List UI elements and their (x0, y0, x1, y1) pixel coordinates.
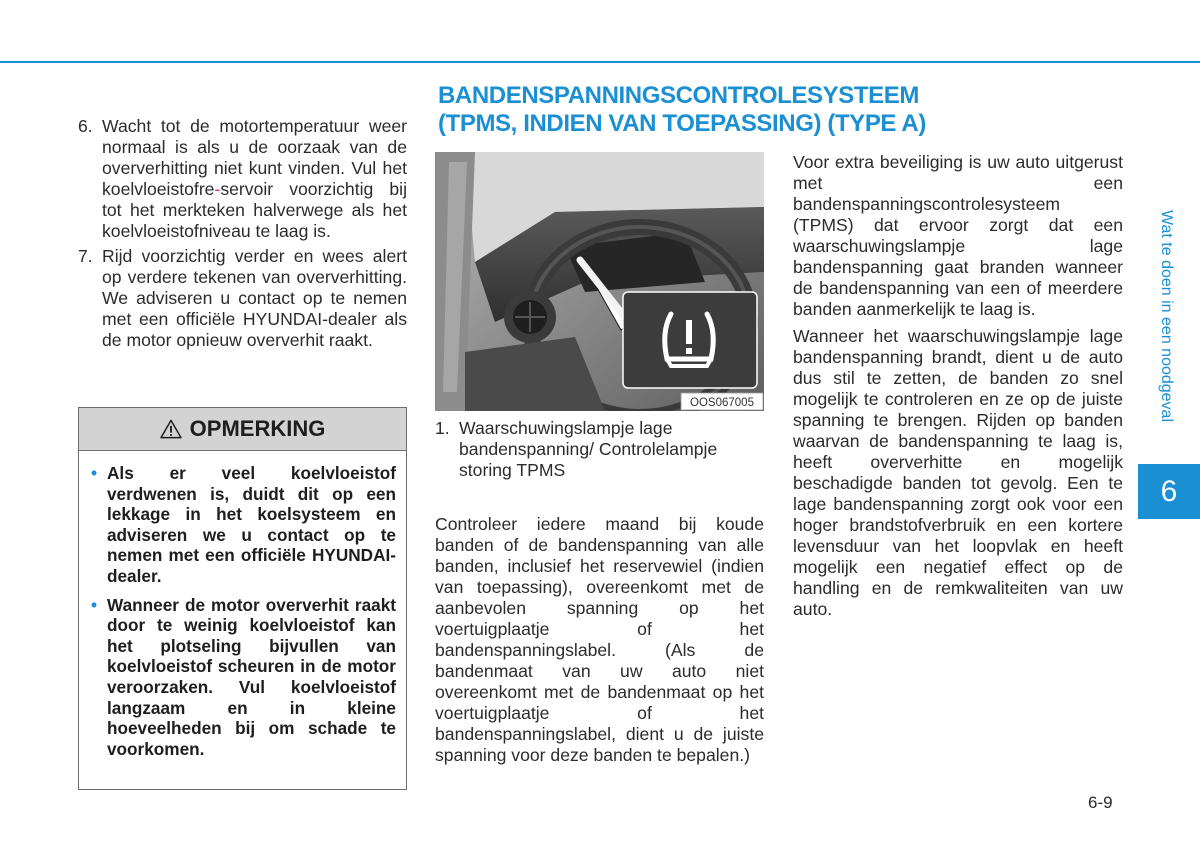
middle-paragraph: Controleer iedere maand bij koude banden of de bandenspanning van alle banden, inclusief het reservewiel (indien van toepassing), overeenkomt met de aanbevolen spanning op het voertuigplaatje of het bandenspanningslabel. (Als de bandenmaat van uw auto niet overeenkomt met de bandenmaat op het voertuigplaatje of het bandenspanningslabel, dient u de juiste spanning voor deze banden te bepalen.) (435, 514, 764, 765)
section-title-line: (TPMS, INDIEN VAN TOEPASSING) (TYPE A) (438, 110, 926, 137)
left-column (78, 116, 407, 355)
note-item (91, 463, 396, 587)
chapter-side-title: Wat te doen in een noodgeval (1158, 210, 1175, 423)
right-paragraph: Voor extra beveiliging is uw auto uitgerust met een bandenspanningscontrolesysteem (TPMS) dat ervoor zorgt dat een waarschuwingslampje lage bandenspanning gaat branden wanneer de bandenspanning van een of meerdere banden aanmerkelijk te laag is. (793, 152, 1123, 319)
step-7 (78, 246, 407, 351)
caption-text: Waarschuwingslampje lage bandenspanning/ Controlelampje storing TPMS (459, 418, 718, 480)
dashboard-photo (435, 152, 764, 411)
bullet: • (91, 594, 98, 615)
step-text: Rijd voorzichtig verder en wees alert op verdere tekenen van oververhitting. We adviseren u contact op te nemen met een officiële HYUNDAI-dealer als de motor opnieuw oververhit raakt. (102, 246, 407, 350)
figure-caption (435, 418, 764, 481)
figure-code: OOS067005 (690, 397, 754, 409)
warning-triangle-icon (160, 419, 182, 439)
note-box (78, 407, 407, 790)
step-number: 7. (78, 246, 93, 266)
top-rule (0, 61, 1200, 63)
hyphen-mark: - (214, 179, 221, 199)
page-number: 6-9 (1088, 793, 1113, 812)
note-title: OPMERKING (189, 416, 326, 441)
chapter-tab: 6 (1138, 464, 1200, 519)
note-header (79, 408, 406, 451)
note-item-text: Als er veel koelvloeistof verdwenen is, duidt dit op een lekkage in het koelsysteem en adviseren we u contact op te nemen met een officiële HYUNDAI-dealer. (107, 463, 396, 586)
note-item (91, 595, 396, 760)
step-text-continued: servoir voorzichtig bij tot het merkteken halverwege als het koelvloeistofniveau te laag is. (102, 179, 407, 241)
note-item-text: Wanneer de motor oververhit raakt door te weinig koelvloeistof kan het plotseling bijvullen van koelvloeistof scheuren in de motor veroorzaken. Vul koelvloeistof langzaam en in kleine hoeveelheden bij om schade te voorkomen. (107, 594, 396, 759)
section-title (438, 82, 998, 138)
step-text: Wacht tot de motortemperatuur weer normaal is als u de oorzaak van de oververhitting niet kunt vinden. Vul het koelvloeistofre (102, 116, 407, 199)
step-number: 6. (78, 116, 93, 136)
section-title-line: BANDENSPANNINGSCONTROLESYSTEEM (438, 82, 919, 109)
right-column (793, 152, 1123, 626)
caption-number: 1. (435, 418, 450, 438)
tire-pressure-warning-icon (623, 292, 757, 388)
bullet: • (91, 463, 98, 483)
step-6 (78, 116, 407, 242)
right-paragraph: Wanneer het waarschuwingslampje lage bandenspanning brandt, dient u de auto dus stil te zetten, de banden zo snel mogelijk te controleren en ze op de juiste spanning te brengen. Rijden op banden waarvan de bandenspanning te laag is, heeft oververhitte en mogelijk beschadigde banden tot gevolg. Een te lage bandenspanning zorgt ook voor een hoger brandstofverbruik en een kortere levensduur van het loopvlak en heeft mogelijk een negatief effect op de handling en de remkwaliteiten van uw auto. (793, 326, 1123, 619)
note-list (79, 451, 406, 759)
